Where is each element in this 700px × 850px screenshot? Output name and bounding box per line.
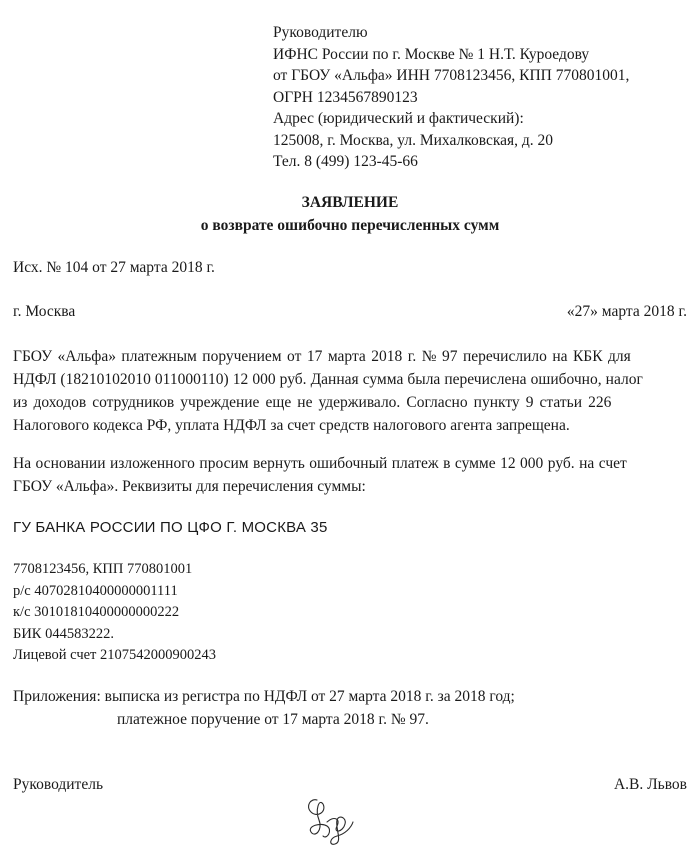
recipient-line: Тел. 8 (499) 123-45-66 — [273, 153, 418, 170]
bank-name: ГУ БАНКА РОССИИ ПО ЦФО Г. МОСКВА 35 — [13, 519, 328, 536]
outgoing-number: Исх. № 104 от 27 марта 2018 г. — [13, 259, 215, 276]
recipient-line: ОГРН 1234567890123 — [273, 88, 418, 106]
bank-detail-line: БИК 044583222. — [13, 625, 114, 642]
place: г. Москва — [13, 303, 76, 320]
paragraph-2 — [13, 452, 686, 498]
bank-details — [13, 559, 216, 667]
attachments-line-2: платежное поручение от 17 марта 2018 г. № 97. — [117, 711, 429, 728]
paragraph-line: НДФЛ (18210102010 011000110) 12 000 руб. Данная сумма была перечислена ошибочно, налог — [13, 371, 643, 388]
document-subtitle: о возврате ошибочно перечисленных сумм — [200, 217, 500, 234]
document-date: «27» марта 2018 г. — [566, 303, 687, 320]
recipient-line: от ГБОУ «Альфа» ИНН 7708123456, КПП 770801001, — [273, 67, 630, 84]
paragraph-line: На основании изложенного просим вернуть ошибочный платеж в сумме 12 000 руб. на счет — [13, 455, 627, 472]
recipient-block — [273, 22, 629, 173]
signature-name: А.В. Львов — [613, 776, 687, 793]
paragraph-line: Налогового кодекса РФ, уплата НДФЛ за счет средств налогового агента запрещена. — [13, 417, 570, 434]
bank-detail-line: 7708123456, КПП 770801001 — [13, 561, 193, 577]
handwritten-signature — [297, 792, 367, 848]
bank-detail-line: Лицевой счет 2107542000900243 — [13, 647, 217, 664]
recipient-line: Адрес (юридический и фактический): — [273, 110, 524, 127]
paragraph-line: из доходов сотрудников учреждение еще не удерживало. Согласно пункту 9 статьи 226 — [13, 394, 612, 411]
recipient-line: 125008, г. Москва, ул. Михалковская, д. 20 — [273, 131, 554, 149]
recipient-line: ИФНС России по г. Москве № 1 Н.Т. Куроедову — [273, 45, 590, 63]
document-title: ЗАЯВЛЕНИЕ — [301, 194, 399, 211]
paragraph-line: ГБОУ «Альфа». Реквизиты для перечисления суммы: — [13, 478, 366, 495]
recipient-line: Руководителю — [273, 24, 368, 41]
attachments-line-1: Приложения: выписка из регистра по НДФЛ от 27 марта 2018 г. за 2018 год; — [13, 688, 515, 705]
bank-detail-line: р/с 40702810400000001111 — [13, 582, 178, 599]
signature-role: Руководитель — [13, 776, 104, 793]
paragraph-1 — [13, 345, 686, 437]
paragraph-line: ГБОУ «Альфа» платежным поручением от 17 марта 2018 г. № 97 перечислило на КБК для — [13, 348, 631, 365]
bank-detail-line: к/с 30101810400000000222 — [13, 604, 180, 621]
